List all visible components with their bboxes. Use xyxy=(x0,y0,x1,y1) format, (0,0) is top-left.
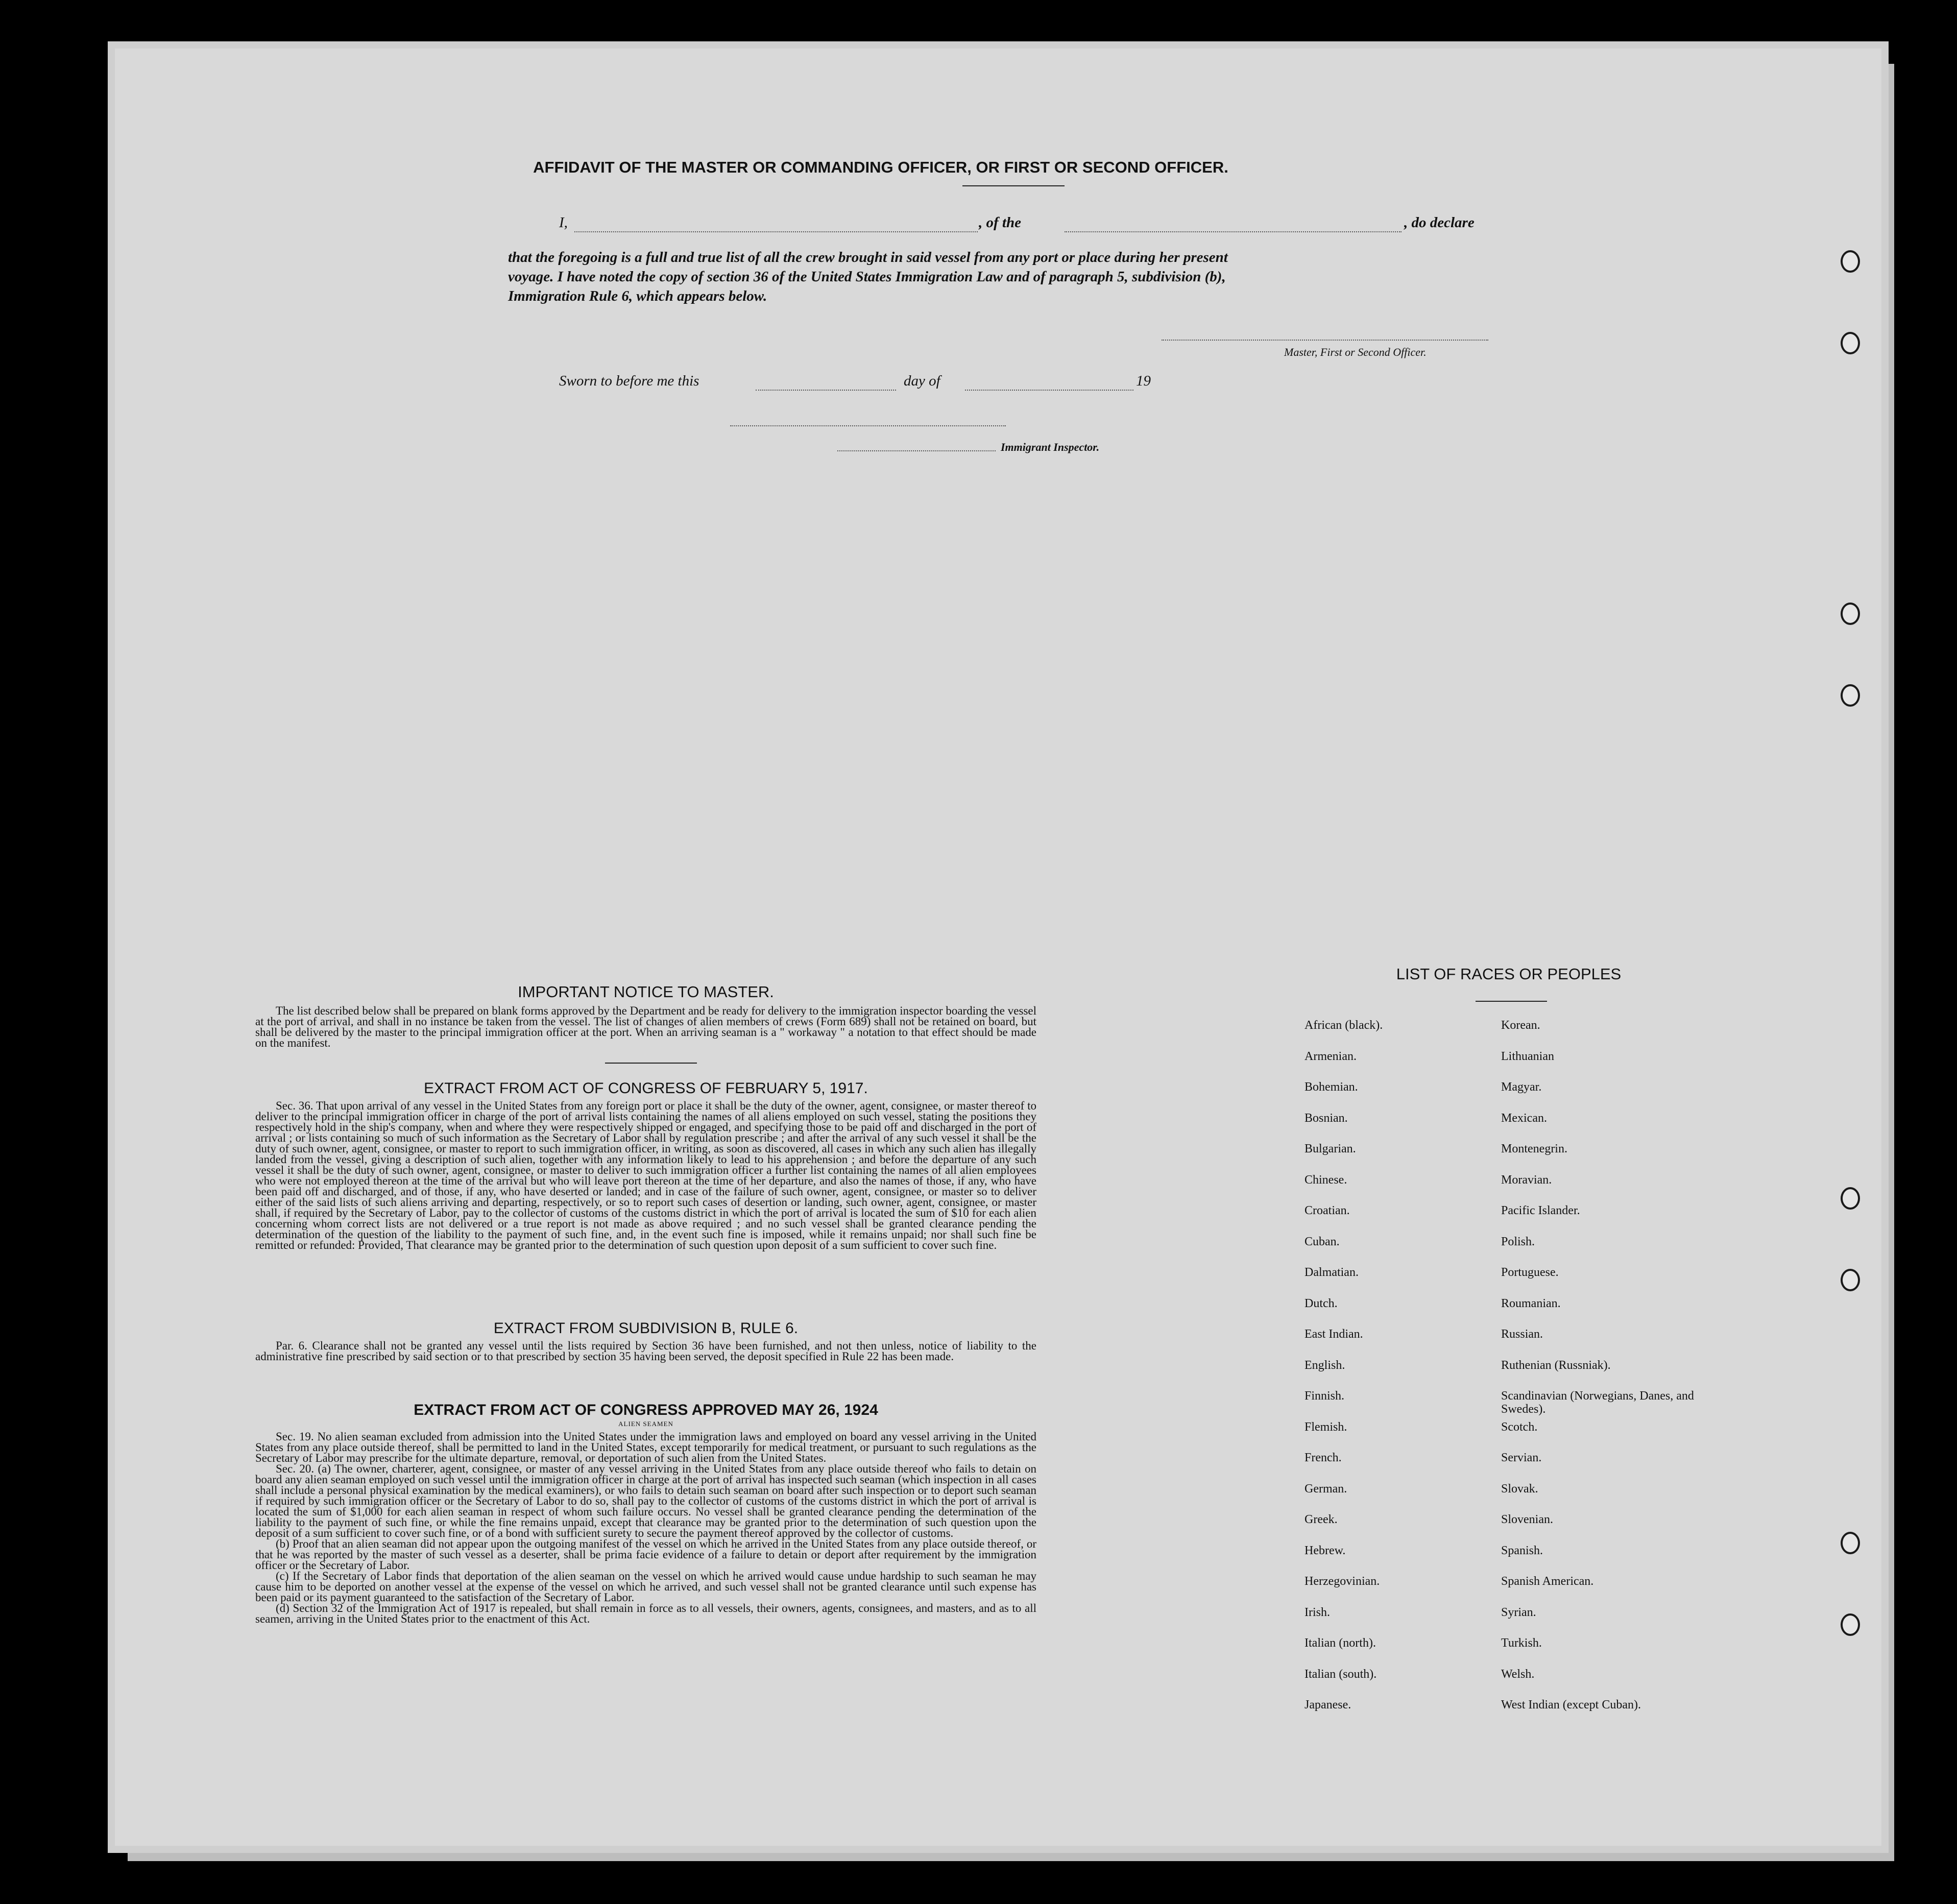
month-field[interactable] xyxy=(965,390,1133,391)
extract-1917-title: EXTRACT FROM ACT OF CONGRESS OF FEBRUARY 5, 1917. xyxy=(424,1080,868,1097)
signature-field[interactable] xyxy=(1162,340,1488,341)
affidavit-body-line: voyage. I have noted the copy of section 36 of the United States Immigration Law and of paragraph 5, subdivision (b), xyxy=(508,269,1226,285)
name-field[interactable] xyxy=(574,231,978,232)
race-item: Herzegovinian. xyxy=(1304,1575,1380,1588)
day-of-label: day of xyxy=(904,373,940,389)
race-item: Greek. xyxy=(1304,1513,1338,1526)
race-item: German. xyxy=(1304,1482,1347,1496)
inspector-name-field[interactable] xyxy=(837,450,996,451)
binder-hole xyxy=(1841,684,1860,707)
race-item: Syrian. xyxy=(1501,1605,1536,1619)
notice-title: IMPORTANT NOTICE TO MASTER. xyxy=(518,983,774,1001)
affidavit-do-declare: , do declare xyxy=(1404,214,1475,231)
race-item: Bosnian. xyxy=(1304,1111,1348,1125)
race-item: Hebrew. xyxy=(1304,1544,1346,1557)
affidavit-body xyxy=(508,248,1677,306)
extract-rule6-title: EXTRACT FROM SUBDIVISION B, RULE 6. xyxy=(493,1320,799,1337)
signature-label: Master, First or Second Officer. xyxy=(1284,346,1427,358)
binder-hole xyxy=(1841,250,1860,273)
race-item: Scotch. xyxy=(1501,1420,1538,1434)
race-item: Polish. xyxy=(1501,1235,1535,1248)
sworn-day-field[interactable] xyxy=(756,390,896,391)
extract-1924-section xyxy=(255,1402,1036,1624)
binder-hole xyxy=(1841,1187,1860,1210)
affidavit-i-label: I, xyxy=(559,214,568,231)
race-item: Bohemian. xyxy=(1304,1080,1358,1094)
race-item: Russian. xyxy=(1501,1328,1543,1341)
notice-text: The list described below shall be prepared on blank forms approved by the Department and be ready for delivery to the immigration inspector boarding the vessel at the port of arrival, and shall in no instance be taken from the vessel. The list of changes of alien members of crews (Form 689) shall not be retained on board, but shall be delivered by the master to the principal immigration officer at the port. When an arriving seaman is a " workaway " a notation to that effect should be made on the manifest. xyxy=(255,1004,1036,1049)
race-item: Irish. xyxy=(1304,1605,1330,1619)
extract-1924-subtitle: ALIEN SEAMEN xyxy=(618,1420,673,1428)
race-item: Magyar. xyxy=(1501,1080,1542,1094)
race-item: Finnish. xyxy=(1304,1389,1345,1403)
race-item: Moravian. xyxy=(1501,1173,1552,1187)
races-title: LIST OF RACES OR PEOPLES xyxy=(1396,965,1622,983)
race-item: African (black). xyxy=(1304,1019,1383,1032)
race-item: Roumanian. xyxy=(1501,1296,1561,1310)
race-item: Italian (south). xyxy=(1304,1667,1377,1681)
binder-hole xyxy=(1841,602,1860,625)
race-item: Welsh. xyxy=(1501,1667,1535,1681)
race-item: Bulgarian. xyxy=(1304,1142,1356,1155)
race-item: Pacific Islander. xyxy=(1501,1204,1580,1217)
divider xyxy=(1476,1001,1547,1002)
race-item: Dalmatian. xyxy=(1304,1266,1359,1279)
extract-1924-sec20c: (c) If the Secretary of Labor finds that deportation of the alien seaman on the vessel on which he arrived would cause undue hardship to such seaman he may cause him to be deported on another vessel at the expense of the vessel on which he arrived, and such vessel shall not be granted clearance until such expense has been paid or its payment guaranteed to the satisfaction of the Secretary of Labor. xyxy=(255,1570,1036,1604)
binder-hole xyxy=(1841,1613,1860,1636)
race-item: Portuguese. xyxy=(1501,1266,1559,1279)
race-item: Japanese. xyxy=(1304,1698,1351,1712)
divider xyxy=(962,185,1065,186)
races-left-column xyxy=(1304,1019,1473,1729)
race-item: English. xyxy=(1304,1358,1345,1372)
race-item: Ruthenian (Russniak). xyxy=(1501,1358,1611,1372)
race-item: Croatian. xyxy=(1304,1204,1350,1217)
extract-1924-sec20b: (b) Proof that an alien seaman did not appear upon the outgoing manifest of the vessel on which he arrived in the United States from any place outside thereof, or that he was reported by the master of such vessel as a deserter, shall be prima facie evidence of a failure to detain or deport after requirement by the immigration officer or the Secretary of Labor. xyxy=(255,1537,1036,1572)
extract-rule6-text: Par. 6. Clearance shall not be granted any vessel until the lists required by Section 36 have been furnished, and not then unless, notice of liability to the administrative fine prescribed by said section or to that prescribed by section 35 having been served, the deposit specified in Rule 22 has been made. xyxy=(255,1339,1036,1363)
race-item: Lithuanian xyxy=(1501,1049,1554,1063)
year-prefix: 19 xyxy=(1136,373,1151,389)
race-item: Korean. xyxy=(1501,1019,1540,1032)
race-item: Dutch. xyxy=(1304,1296,1338,1310)
race-item: Scandinavian (Norwegians, Danes, and Swedes). xyxy=(1501,1389,1694,1416)
binder-hole xyxy=(1841,332,1860,354)
race-item: Slovak. xyxy=(1501,1482,1538,1496)
race-item: French. xyxy=(1304,1451,1342,1464)
binder-hole xyxy=(1841,1269,1860,1291)
affidavit-body-line: Immigration Rule 6, which appears below. xyxy=(508,288,767,304)
vessel-field[interactable] xyxy=(1065,231,1402,232)
extract-rule6-section xyxy=(255,1320,1036,1362)
race-item: Flemish. xyxy=(1304,1420,1347,1434)
race-item: Mexican. xyxy=(1501,1111,1547,1125)
divider xyxy=(605,1063,697,1064)
extract-1917-section xyxy=(255,1080,1036,1250)
extract-1924-sec19: Sec. 19. No alien seaman excluded from admission into the United States under the immigration laws and employed on board any vessel arriving in the United States from any place outside thereof, shall be permitted to land in the United States, except temporarily for medical treatment, or pursuant to such regulations as the Secretary of Labor may prescribe for the ultimate departure, removal, or deportation of such alien from the United States. xyxy=(255,1430,1036,1464)
race-item: West Indian (except Cuban). xyxy=(1501,1698,1641,1712)
race-item: Spanish American. xyxy=(1501,1575,1594,1588)
extract-1924-sec20d: (d) Section 32 of the Immigration Act of 1917 is repealed, but shall remain in force as to all vessels, their owners, agents, consignees, and masters, and as to all seamen, arriving in the United States prior to the enactment of this Act. xyxy=(255,1602,1036,1625)
race-item: Montenegrin. xyxy=(1501,1142,1567,1155)
binder-hole xyxy=(1841,1532,1860,1554)
race-item: Slovenian. xyxy=(1501,1513,1553,1526)
race-item: Cuban. xyxy=(1304,1235,1340,1248)
race-item: East Indian. xyxy=(1304,1328,1363,1341)
race-item: Italian (north). xyxy=(1304,1636,1376,1650)
races-right-column xyxy=(1501,1019,1695,1729)
form-sheet xyxy=(115,49,1881,1846)
inspector-signature-field[interactable] xyxy=(730,425,1006,426)
extract-1924-sec20a: Sec. 20. (a) The owner, charterer, agent, consignee, or master of any vessel arriving in the United States from any place outside thereof who fails to detain on board any alien seaman employed on such vessel until the immigration officer in charge at the port of arrival has inspected such seaman (which inspection in all cases shall include a personal physical examination by the medical examiners), or who fails to detain such seaman on board after such inspection or to deport such seaman if required by such immigration officer or the Secretary of Labor to do so, shall pay to the collector of customs of the customs district in which the port of arrival is located the sum of $1,000 for each alien seaman in respect of whom such failure occurs. No vessel shall be granted clearance pending the determination of the liability to the payment of such fine, or while the fine remains unpaid, except that clearance may be granted prior to the determination of such question upon the deposit of a sum sufficient to cover such fine, or of a bond with sufficient surety to secure the payment thereof approved by the collector of customs. xyxy=(255,1462,1036,1539)
sworn-label: Sworn to before me this xyxy=(559,373,699,389)
race-item: Turkish. xyxy=(1501,1636,1542,1650)
extract-1917-text: Sec. 36. That upon arrival of any vessel in the United States from any foreign port or place it shall be the duty of the owner, agent, consignee, or master thereof to deliver to the principal immigration officer in charge of the port of arrival lists containing the names of all aliens employed on such vessel, stating the positions they respectively hold in the ship's company, when and where they were respectively shipped or engaged, and specifying those to be paid off and discharged in the port of arrival ; or lists containing so much of such information as the Secretary of Labor shall by regulation prescribe ; and after the arrival of any such vessel it shall be the duty of such owner, agent, consignee, or master to report to such immigration officer, in writing, as soon as discovered, all cases in which any such alien has illegally landed from the vessel, giving a description of such alien, together with any information likely to lead to his apprehension ; and before the departure of any such vessel it shall be the duty of such owner, agent, consignee, or master to deliver to such immigration officer a further list containing the names of all alien employees who were not employed thereon at the time of the arrival but who will leave port thereon at the time of her departure, and also the names of those, if any, who have been paid off and discharged, and of those, if any, who have deserted or landed; and in case of the failure of such owner, agent, consignee, or master so to deliver either of the said lists of such aliens arriving and departing, respectively, or so to report such cases of desertion or landing, such owner, agent, consignee, or master shall, if required by the Secretary of Labor, pay to the collector of customs of the customs district in which the port of arrival is located the sum of $10 for each alien concerning whom correct lists are not delivered or a true report is not made as above required ; and no such vessel shall be granted clearance pending the determination of the question of the liability to the payment of such fine, and, in the event such fine is imposed, while it remains unpaid; nor shall such fine be remitted or refunded: Provided, That clearance may be granted prior to the determination of such question upon deposit of a sum sufficient to cover such fine. xyxy=(255,1099,1036,1251)
race-item: Servian. xyxy=(1501,1451,1542,1464)
race-item: Armenian. xyxy=(1304,1049,1357,1063)
affidavit-of-the: , of the xyxy=(979,214,1021,231)
notice-section xyxy=(255,983,1036,1048)
affidavit-body-line: that the foregoing is a full and true list of all the crew brought in said vessel from any port or place during her present xyxy=(508,249,1228,266)
extract-1924-title: EXTRACT FROM ACT OF CONGRESS APPROVED MAY 26, 1924 xyxy=(414,1402,878,1418)
inspector-label: Immigrant Inspector. xyxy=(1001,441,1100,453)
affidavit-title: AFFIDAVIT OF THE MASTER OR COMMANDING OFFICER, OR FIRST OR SECOND OFFICER. xyxy=(533,158,1228,176)
race-item: Chinese. xyxy=(1304,1173,1347,1187)
race-item: Spanish. xyxy=(1501,1544,1543,1557)
